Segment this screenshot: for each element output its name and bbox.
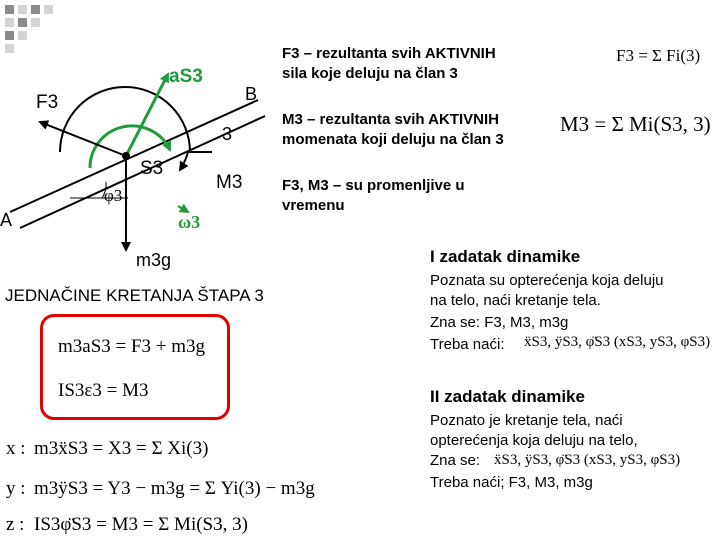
equation-rotation: IS3ε3 = M3: [58, 380, 149, 401]
label-a: A: [0, 210, 13, 230]
z-axis-label: z :: [6, 514, 25, 535]
label-f3: F3: [36, 92, 59, 113]
label-m3: M3: [216, 172, 243, 193]
y-axis-label: y :: [6, 478, 26, 499]
y-equation: m3ÿS3 = Y3 − m3g = Σ Yi(3) − m3g: [34, 478, 315, 499]
task1-line2: na telo, naći kretanje tela.: [430, 292, 601, 309]
decor-square: [5, 5, 14, 14]
task2-formula: ẍS3, ÿS3, φ̈S3 (xS3, yS3, φS3): [494, 452, 681, 468]
note-force-line2: sila koje deluju na član 3: [282, 65, 458, 82]
task2-title: II zadatak dinamike: [430, 387, 585, 406]
task2-line3: Zna se:: [430, 452, 481, 469]
force-arrow-f3: [40, 122, 126, 156]
equation-translation: m3aS3 = F3 + m3g: [58, 336, 206, 357]
note-moment-line2: momenata koji deluju na član 3: [282, 131, 504, 148]
decor-square: [18, 31, 27, 40]
boxed-equations-frame: [40, 314, 230, 420]
label-as3: aS3: [169, 66, 203, 87]
rod-bar: [10, 100, 265, 228]
formula-force-sum: F3 = Σ Fi(3): [616, 46, 701, 65]
note-vary-line1: F3, M3 – su promenljive u: [282, 177, 465, 194]
task2-line4: Treba naći; F3, M3, m3g: [430, 474, 593, 491]
label-omega3: ω3: [178, 212, 201, 232]
note-vary-line2: vremenu: [282, 197, 345, 214]
section-title: JEDNAČINE KRETANJA ŠTAPA 3: [5, 286, 264, 305]
task1-line4: Treba naći:: [430, 336, 505, 353]
label-s3: S3: [140, 158, 164, 179]
task1-line1: Poznata su opterećenja koja deluju: [430, 272, 664, 289]
decor-square: [5, 18, 14, 27]
decor-square: [31, 5, 40, 14]
moment-arc-black: [60, 87, 212, 152]
decor-square: [44, 5, 53, 14]
decor-square: [18, 18, 27, 27]
task2-line2: opterećenja koja deluju na telo,: [430, 432, 638, 449]
note-moment-line1: M3 – rezultanta svih AKTIVNIH: [282, 111, 499, 128]
x-equation: m3ẍS3 = X3 = Σ Xi(3): [34, 438, 209, 459]
task2-line1: Poznato je kretanje tela, naći: [430, 412, 623, 429]
label-phi3: φ3: [104, 186, 123, 205]
x-axis-label: x :: [6, 438, 26, 459]
decor-square: [31, 18, 40, 27]
decor-square: [5, 31, 14, 40]
label-b: B: [245, 84, 258, 104]
task1-line3: Zna se: F3, M3, m3g: [430, 314, 569, 331]
task1-title: I zadatak dinamike: [430, 247, 581, 266]
task1-formula: ẍS3, ÿS3, φ̈S3 (xS3, yS3, φS3): [524, 334, 711, 350]
decor-square: [18, 5, 27, 14]
formula-moment-sum: M3 = Σ Mi(S3, 3): [560, 112, 711, 136]
note-force-line1: F3 – rezultanta svih AKTIVNIH: [282, 45, 496, 62]
label-member-3: 3: [222, 124, 233, 144]
z-equation: IS3φ̈S3 = M3 = Σ Mi(S3, 3): [34, 514, 248, 535]
label-m3g: m3g: [136, 250, 172, 270]
centre-point: [122, 152, 130, 160]
